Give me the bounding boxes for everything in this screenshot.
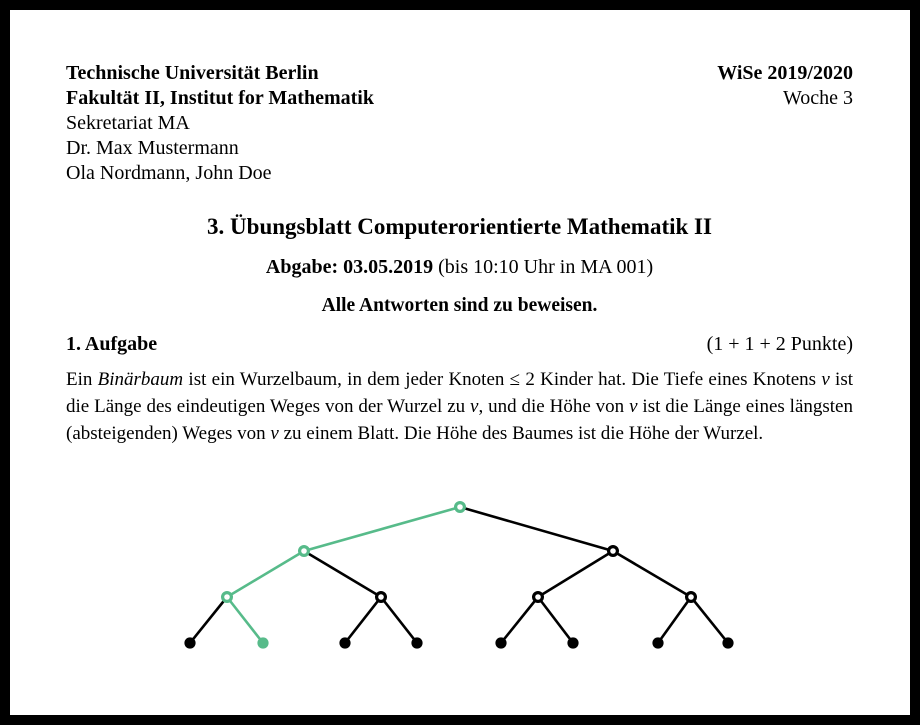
- tree-edge: [381, 597, 417, 643]
- tree-edge: [345, 597, 381, 643]
- tree-inner-node-highlighted: [456, 503, 465, 512]
- tree-leaf-node: [652, 637, 663, 648]
- deadline-details: (bis 10:10 Uhr in MA 001): [433, 256, 654, 278]
- tree-leaf-node: [339, 637, 350, 648]
- exercise-header-row: [66, 332, 853, 357]
- institution-block: [66, 61, 374, 186]
- document-header: [66, 61, 853, 186]
- tree-edge: [538, 551, 613, 597]
- text-run: ist ein Wurzelbaum, in dem jeder Knoten ≤ 2 Kinder hat. Die Tiefe eines Knotens: [183, 369, 822, 390]
- institution-name: Technische Universität Berlin: [66, 62, 319, 84]
- tree-leaf-node: [184, 637, 195, 648]
- tree-inner-node: [609, 547, 618, 556]
- deadline-line: [66, 255, 853, 280]
- tree-inner-node-highlighted: [300, 547, 309, 556]
- tree-leaf-node-highlighted: [257, 637, 268, 648]
- math-var-v: v: [821, 369, 830, 390]
- tree-edge: [501, 597, 538, 643]
- semester-label: WiSe 2019/2020: [717, 62, 853, 84]
- document-page: [10, 10, 910, 715]
- binary-tree-figure: [140, 480, 780, 665]
- text-run: ist die Länge eines längsten (absteigenden) Weges von: [66, 396, 853, 444]
- math-var-v: v: [470, 396, 479, 417]
- tree-edge-highlighted: [304, 507, 460, 551]
- text-run: , und die Höhe von: [478, 396, 630, 417]
- tree-inner-node: [687, 593, 696, 602]
- tree-inner-node: [377, 593, 386, 602]
- deadline-date: Abgabe: 03.05.2019: [265, 256, 434, 278]
- document-content: [10, 10, 910, 447]
- week-label: Woche 3: [782, 87, 853, 109]
- tree-edge: [190, 597, 227, 643]
- tree-leaf-node: [722, 637, 733, 648]
- tree-edge-highlighted: [227, 551, 304, 597]
- tree-leaf-node: [495, 637, 506, 648]
- tree-edge: [658, 597, 691, 643]
- exercise-heading: 1. Aufgabe: [66, 333, 158, 355]
- tree-edge: [538, 597, 573, 643]
- term-binaerbaum: Binärbaum: [97, 369, 184, 390]
- semester-block: [717, 61, 853, 186]
- tree-inner-node: [534, 593, 543, 602]
- text-run: ist die Länge des eindeutigen Weges von der Wurzel zu: [66, 369, 854, 417]
- math-var-v: v: [629, 396, 638, 417]
- tree-inner-node-highlighted: [223, 593, 232, 602]
- tree-edge: [460, 507, 613, 551]
- text-run: zu einem Blatt. Die Höhe des Baumes ist die Höhe der Wurzel.: [278, 423, 764, 444]
- tree-leaf-node: [411, 637, 422, 648]
- tree-edge: [613, 551, 691, 597]
- faculty-name: Fakultät II, Institut for Mathematik: [66, 87, 374, 109]
- tree-edge: [304, 551, 381, 597]
- sheet-title: 3. Übungsblatt Computerorientierte Mathematik II: [207, 214, 712, 239]
- math-var-v: v: [270, 423, 279, 444]
- exercise-points: (1 + 1 + 2 Punkte): [706, 333, 853, 355]
- text-run: Ein: [66, 369, 98, 390]
- tree-edge-highlighted: [227, 597, 263, 643]
- exercise-text: [66, 366, 853, 447]
- notice-line: Alle Antworten sind zu beweisen.: [321, 295, 598, 316]
- lecturer-name: Dr. Max Mustermann: [66, 137, 239, 159]
- tree-leaf-node: [567, 637, 578, 648]
- tree-edge: [691, 597, 728, 643]
- assistants-names: Ola Nordmann, John Doe: [66, 162, 272, 184]
- secretariat: Sekretariat MA: [66, 112, 190, 134]
